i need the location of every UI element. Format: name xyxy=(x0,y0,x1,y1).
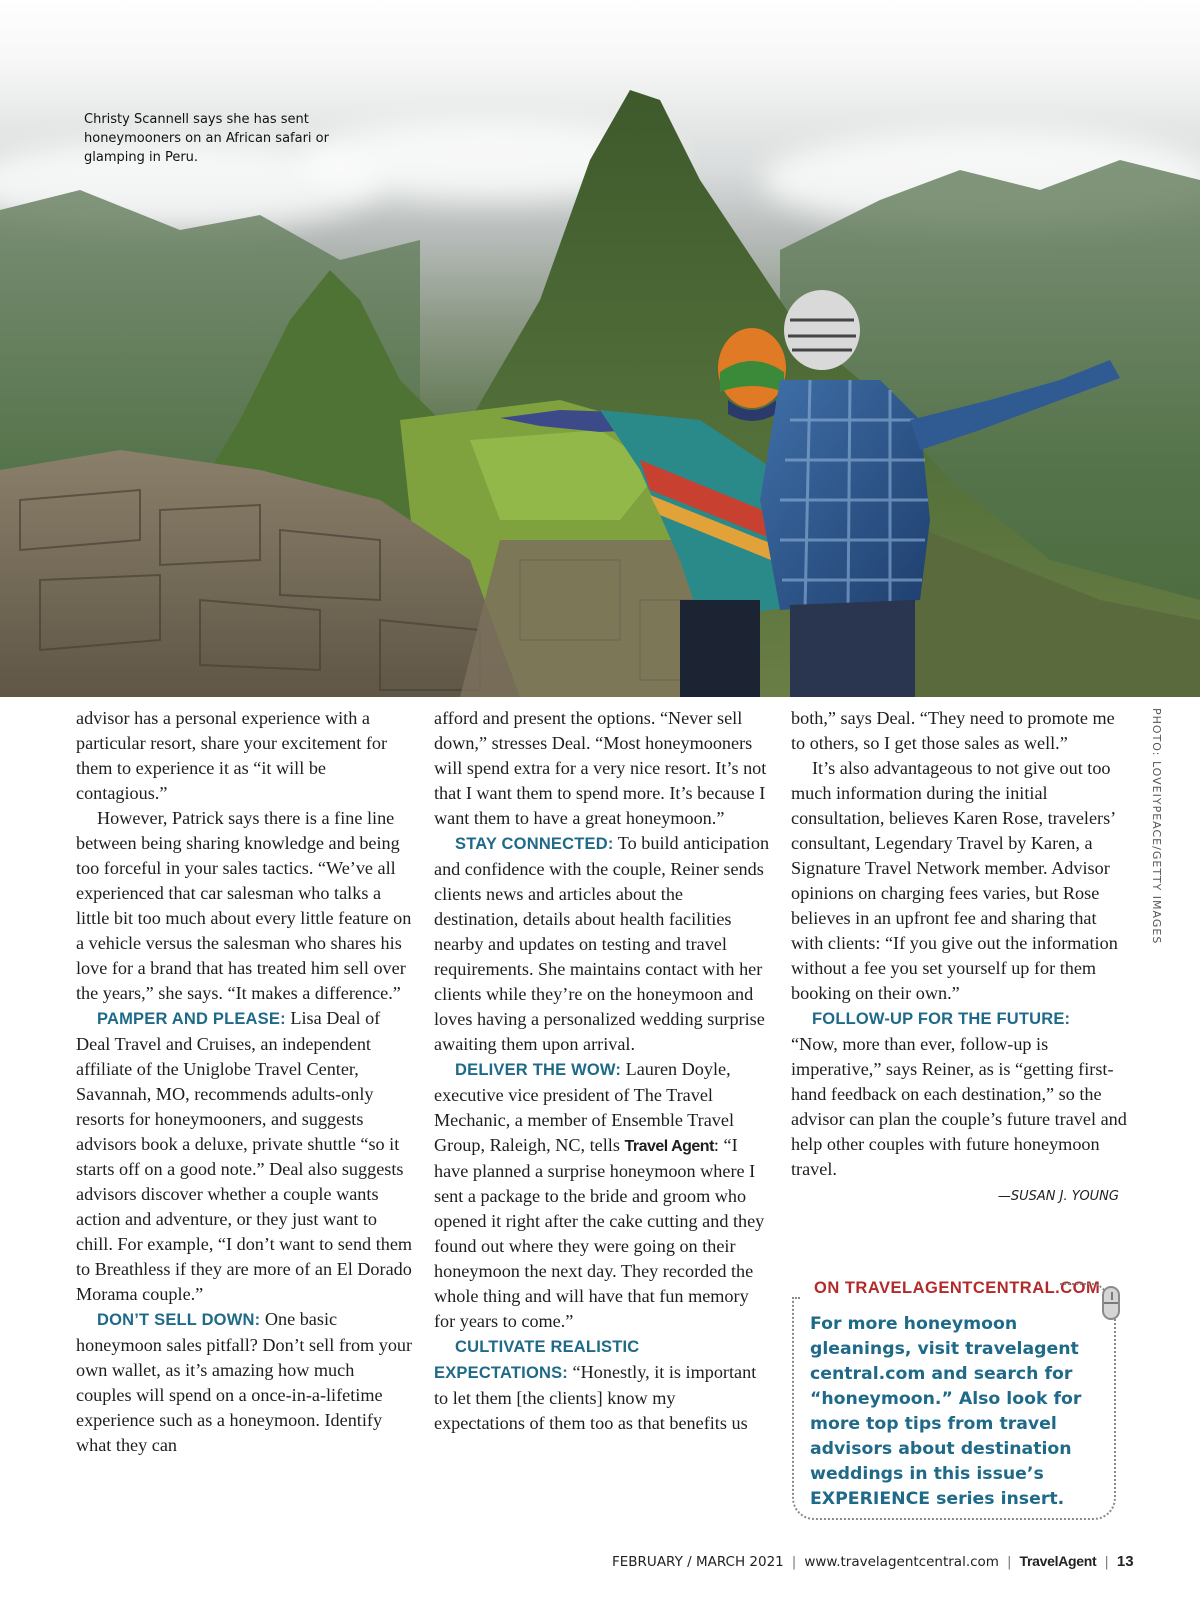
paragraph-text: Lauren Doyle, executive vice president of The Travel Mechanic, a member of Ensemble Travel Group, Raleigh, NC, tells xyxy=(434,1059,735,1155)
mouse-icon xyxy=(1102,1286,1120,1320)
page-number: 13 xyxy=(1116,1553,1134,1570)
section-heading: DELIVER THE WOW: xyxy=(455,1061,622,1079)
article-column-1 xyxy=(76,706,414,1458)
paragraph-text: To build anticipation and confidence with the couple, Reiner sends clients news and articles about the destination, details about health facilities nearby and updates on testing and travel requirements. She maintains contact with her clients while they’re on the honeymoon and loves having a personalized wedding surprise awaiting them upon arrival. xyxy=(434,833,770,1054)
paragraph xyxy=(434,831,770,1057)
paragraph-text: Lisa Deal of Deal Travel and Cruises, an independent affiliate of the Uniglobe Travel Center, Savannah, MO, recommends adults-only resorts for honeymooners, and suggests advisors book a deluxe, private shuttle “so it starts off on a good note.” Deal also suggests advisors discover whether a couple wants action and adventure, or they just want to chill. For example, “I don’t want to send them to Breathless if they are more of an El Dorado Morama couple.” xyxy=(76,1008,413,1304)
section-heading: PAMPER AND PLEASE: xyxy=(97,1010,286,1028)
paragraph: It’s also advantageous to not give out too much information during the initial consultation, believes Karen Rose, travelers’ consultant, Legendary Travel by Karen, a Signature Travel Network member. Advisor opinions on charging fees varies, but Rose believes in an upfront fee and sharing that with clients: “If you give out the information without a fee you set yourself up for them booking on their own.” xyxy=(791,758,1118,1003)
paragraph xyxy=(434,1334,770,1436)
paragraph xyxy=(76,1006,414,1307)
paragraph: advisor has a personal experience with a particular resort, share your excitement for them to experience it as “it will be contagious.” xyxy=(76,708,388,803)
section-heading: DON’T SELL DOWN: xyxy=(97,1311,261,1329)
paragraph xyxy=(791,1006,1129,1032)
paragraph-text: : “I have planned a surprise honeymoon where I sent a package to the bride and groom who opened it right after the cake cutting and they found out where they were going on their honeymoon the next day. They recorded the whole thing and will have that fun memory for years to come.” xyxy=(434,1135,765,1331)
website-url: www.travelagentcentral.com xyxy=(804,1554,999,1570)
paragraph xyxy=(76,1307,414,1458)
section-heading: FOLLOW-UP FOR THE FUTURE: xyxy=(812,1010,1071,1028)
article-column-2 xyxy=(434,706,770,1436)
paragraph: However, Patrick says there is a fine line between being sharing knowledge and being too forceful in your sales tactics. “We’ve all experienced that car salesman who talks a little bit too much about every little feature on a vehicle versus the salesman who shares his love for a brand that has treated him sell over the years,” she says. “It makes a difference.” xyxy=(76,808,412,1003)
mountain-scene xyxy=(0,0,1200,697)
footer-separator: | xyxy=(791,1554,797,1570)
section-heading: STAY CONNECTED: xyxy=(455,835,614,853)
magazine-name: Travel Agent xyxy=(624,1138,714,1155)
issue-date: FEBRUARY / MARCH 2021 xyxy=(612,1554,784,1570)
hero-photo xyxy=(0,0,1200,697)
photo-credit: PHOTO: LOVEIYPEACE/GETTY IMAGES xyxy=(1150,708,1163,945)
sidebar-text: For more honeymoon gleanings, visit travelagent central.com and search for “honeymoon.” Also look for more top tips from travel advisors about destination weddings in this issue’s EXPERIENCE series insert. xyxy=(810,1314,1082,1509)
footer-separator: | xyxy=(1104,1554,1109,1570)
sidebar-heading: ON TRAVELAGENTCENTRAL.COM xyxy=(814,1279,1101,1297)
article-column-3 xyxy=(791,706,1129,1209)
photo-caption: Christy Scannell says she has sent honeymooners on an African safari or glamping in Peru. xyxy=(84,112,329,165)
section-heading: CULTIVATE REALISTIC EXPECTATIONS: xyxy=(434,1338,640,1382)
magazine-brand: TravelAgent xyxy=(1019,1553,1097,1569)
paragraph xyxy=(434,1057,770,1334)
paragraph: afford and present the options. “Never sell down,” stresses Deal. “Most honeymooners will spend extra for a very nice resort. It’s not that I want them to spend more. It’s because I want them to have a great honeymoon.” xyxy=(434,708,767,828)
paragraph: “Now, more than ever, follow-up is imperative,” says Reiner, as is “getting first-hand feedback on each destination,” so the advisor can plan the couple’s future travel and help other couples with future honeymoon travel. xyxy=(791,1034,1127,1179)
page-footer xyxy=(612,1553,1132,1570)
footer-separator: | xyxy=(1006,1554,1012,1570)
paragraph: both,” says Deal. “They need to promote me to others, so I get those sales as well.” xyxy=(791,708,1115,753)
paragraph-text: “Honestly, it is important to let them [the clients] know my expectations of them too as that benefits us xyxy=(434,1362,757,1433)
paragraph-text: One basic honeymoon sales pitfall? Don’t sell from your own wallet, as it’s amazing how much couples will spend on a once-in-a-lifetime experience such as a honeymoon. Identify what they can xyxy=(76,1309,413,1455)
author-signature: —SUSAN J. YOUNG xyxy=(997,1189,1119,1204)
